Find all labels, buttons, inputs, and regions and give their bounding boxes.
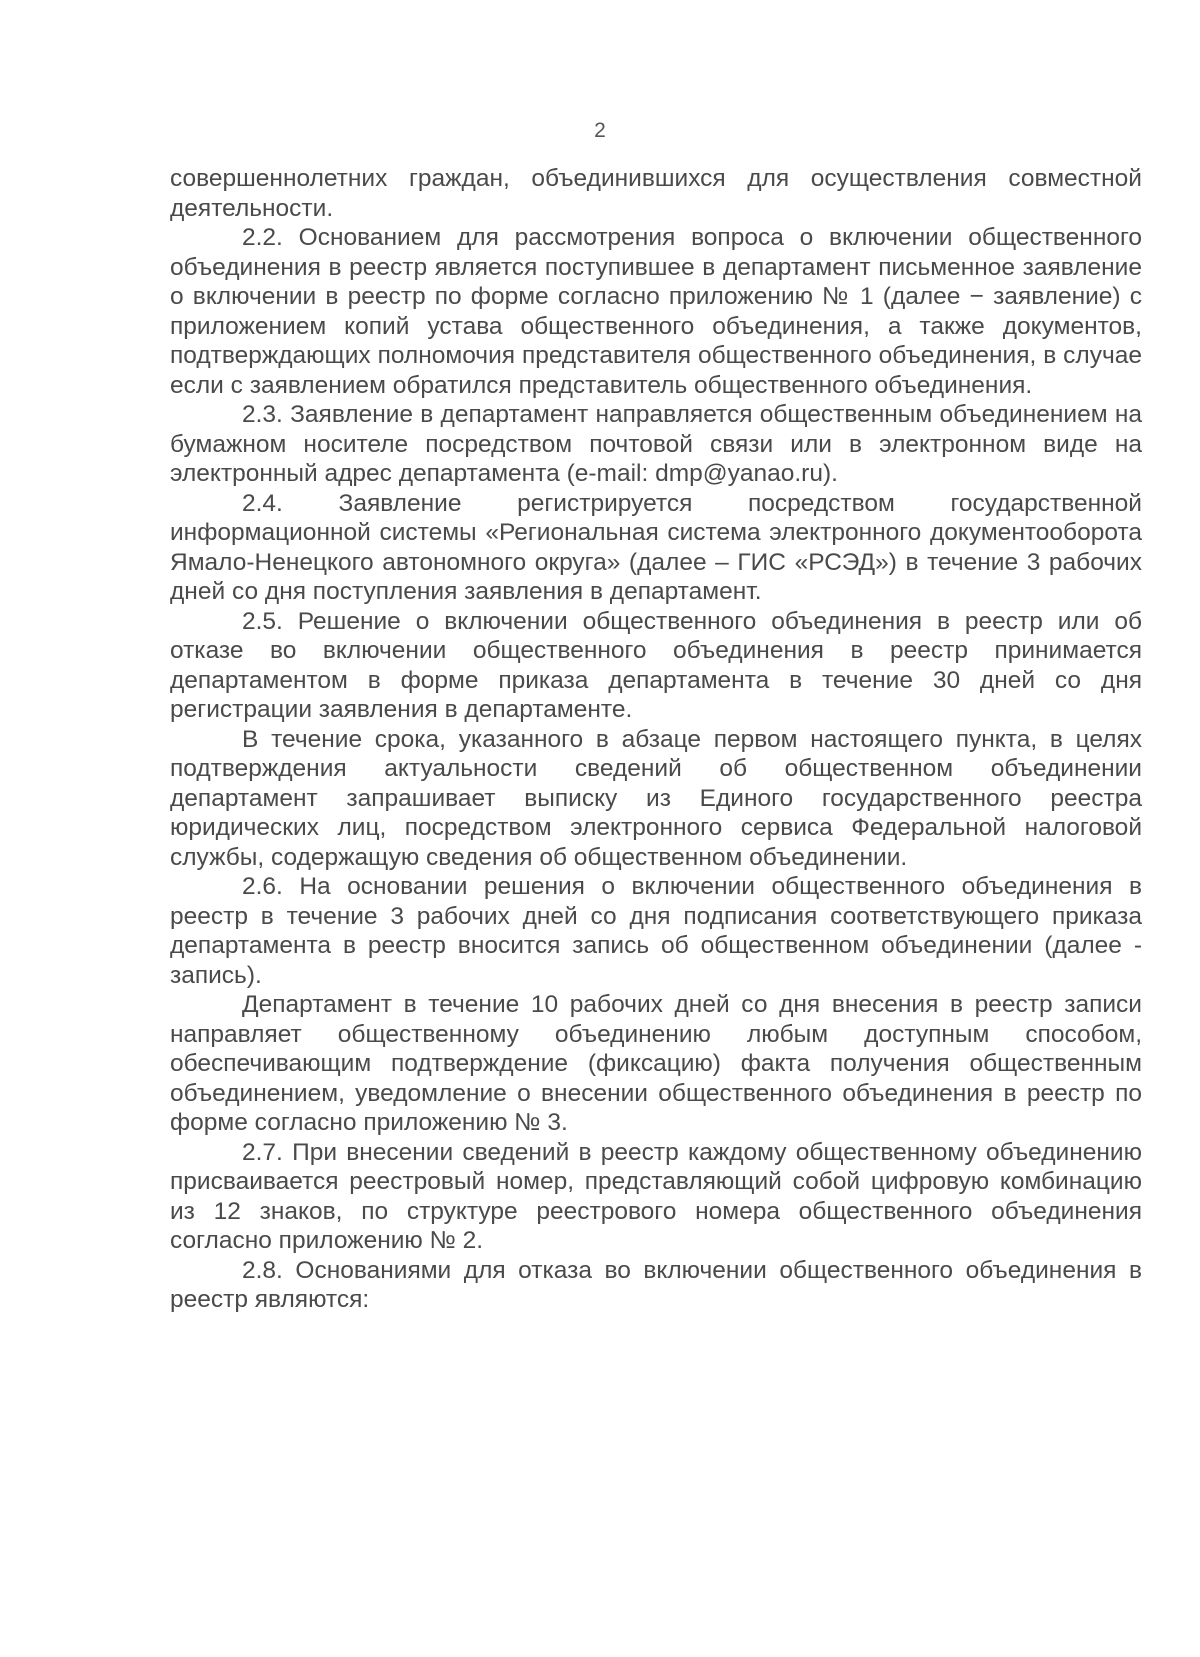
paragraph-2-4: 2.4. Заявление регистрируется посредством государственной информационной системы «Региональная система электронного документооборота Ямало-Ненецкого автономного округа» (далее – ГИС «РСЭД») в течение 3 рабочих дней со дня поступления заявления в департамент. bbox=[170, 489, 1142, 605]
paragraph-2-7: 2.7. При внесении сведений в реестр каждому общественному объединению присваивается реестровый номер, представляющий собой цифровую комбинацию из 12 знаков, по структуре реестрового номера общественного объединения согласно приложению № 2. bbox=[170, 1138, 1142, 1254]
paragraph-2-6: 2.6. На основании решения о включении общественного объединения в реестр в течение 3 рабочих дней со дня подписания соответствующего приказа департамента в реестр вносится запись об общественном объединении (далее - запись). bbox=[170, 873, 1142, 989]
paragraph-continuation: совершеннолетних граждан, объединившихся для осуществления совместной деятельности. bbox=[170, 165, 1142, 222]
page-number: 2 bbox=[594, 119, 606, 142]
paragraph-2-5: 2.5. Решение о включении общественного объединения в реестр или об отказе во включении общественного объединения в реестр принимается департаментом в форме приказа департамента в течение 30 дней со дня регистрации заявления в департаменте. bbox=[170, 607, 1142, 723]
paragraph-2-3: 2.3. Заявление в департамент направляется общественным объединением на бумажном носителе посредством почтовой связи или в электронном виде на электронный адрес департамента (e-mail: dmp@yanao.ru). bbox=[170, 401, 1142, 487]
paragraph-2-6-second: Департамент в течение 10 рабочих дней со дня внесения в реестр записи направляет общественному объединению любым доступным способом, обеспечивающим подтверждение (фиксацию) факта получения общественным объединением, уведомление о внесении общественного объединения в реестр по форме согласно приложению № 3. bbox=[170, 991, 1142, 1136]
paragraph-2-8: 2.8. Основаниями для отказа во включении общественного объединения в реестр являются: bbox=[170, 1256, 1142, 1313]
paragraph-2-5-second: В течение срока, указанного в абзаце первом настоящего пункта, в целях подтверждения актуальности сведений об общественном объединении департамент запрашивает выписку из Единого государственного реестра юридических лиц, посредством электронного сервиса Федеральной налоговой службы, содержащую сведения об общественном объединении. bbox=[170, 725, 1142, 871]
document-body bbox=[170, 164, 1142, 1315]
paragraph-2-2: 2.2. Основанием для рассмотрения вопроса о включении общественного объединения в реестр является поступившее в департамент письменное заявление о включении в реестр по форме согласно приложению № 1 (далее − заявление) с приложением копий устава общественного объединения, а также документов, подтверждающих полномочия представителя общественного объединения, в случае если с заявлением обратился представитель общественного объединения. bbox=[170, 224, 1142, 399]
